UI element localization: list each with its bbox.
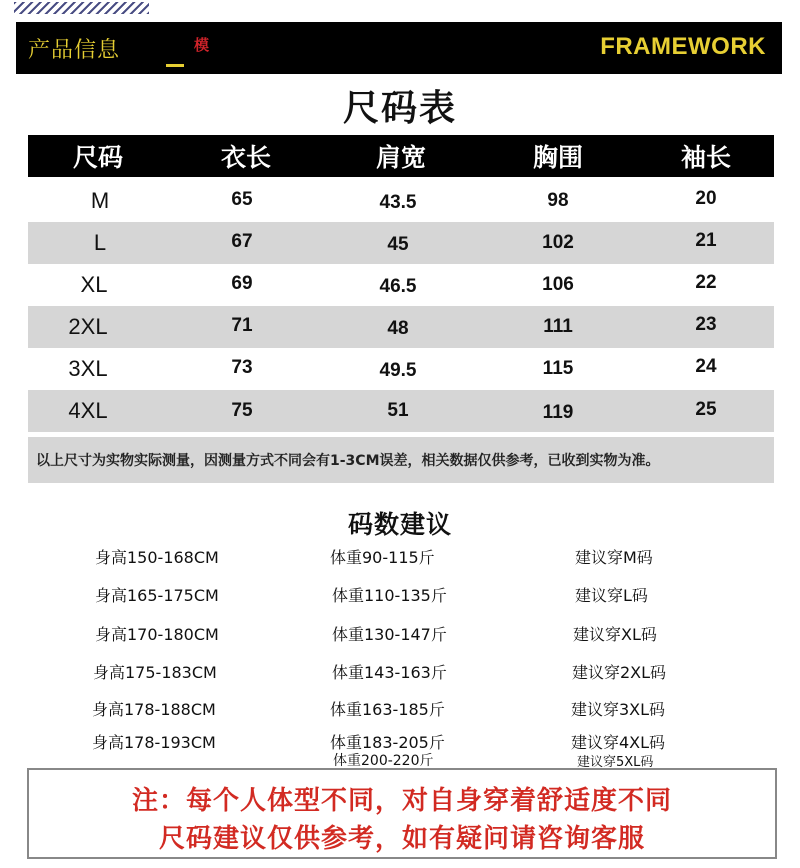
- measurement-note: [28, 437, 774, 483]
- size-table-header: [28, 135, 774, 177]
- shoulder-cell: 46.5: [379, 276, 417, 297]
- chest-cell: 111: [543, 316, 573, 337]
- measurement-note-text: 以上尺寸为实物实际测量，因测量方式不同会有1-3CM误差，相关数据仅供参考，已收到实物为准。: [36, 453, 660, 469]
- header-bar: [16, 22, 782, 74]
- shoulder-cell: 48: [387, 318, 409, 339]
- size-advice: 建议穿M码: [575, 548, 653, 567]
- decorative-hatch: [14, 2, 149, 14]
- table-row: [28, 390, 774, 432]
- length-cell: 67: [231, 231, 253, 252]
- sleeve-cell: 23: [695, 314, 717, 335]
- size-chart-title: 尺码表: [342, 88, 457, 129]
- size-advice: 建议穿2XL码: [572, 663, 667, 682]
- size-advice: 建议穿XL码: [573, 625, 657, 644]
- weight-range: 体重130-147斤: [332, 625, 447, 644]
- chest-cell: 102: [542, 232, 574, 253]
- table-row: [28, 264, 774, 306]
- suggestion-title: 码数建议: [347, 510, 452, 539]
- shoulder-cell: 45: [387, 234, 409, 255]
- sleeve-cell: 22: [695, 272, 717, 293]
- shoulder-cell: 43.5: [379, 192, 417, 213]
- size-advice: 建议穿L码: [575, 586, 648, 605]
- weight-range-extra: 体重200-220斤: [333, 753, 434, 769]
- brand-logo: FRAMEWORK: [600, 33, 766, 60]
- weight-range: 体重90-115斤: [330, 548, 435, 567]
- shoulder-cell: 49.5: [379, 360, 417, 381]
- weight-range: 体重110-135斤: [332, 586, 447, 605]
- weight-range: 体重163-185斤: [330, 700, 445, 719]
- chest-cell: 119: [542, 402, 574, 423]
- size-cell: 2XL: [68, 314, 108, 339]
- chest-cell: 98: [547, 190, 569, 211]
- shoulder-cell: 51: [387, 400, 409, 421]
- length-cell: 65: [231, 189, 253, 210]
- sleeve-cell: 20: [695, 188, 717, 209]
- table-row: [28, 180, 774, 222]
- length-cell: 71: [231, 315, 253, 336]
- height-range: 身高178-193CM: [92, 733, 216, 752]
- sleeve-cell: 21: [695, 230, 717, 251]
- height-range: 身高175-183CM: [93, 663, 217, 682]
- chest-cell: 106: [542, 274, 574, 295]
- column-header: 肩宽: [375, 143, 427, 172]
- size-advice: 建议穿4XL码: [571, 733, 666, 752]
- header-dash: [166, 64, 184, 67]
- sleeve-cell: 24: [695, 356, 717, 377]
- column-header: 袖长: [680, 143, 732, 172]
- height-range: 身高170-180CM: [95, 625, 219, 644]
- table-row: [28, 306, 774, 348]
- header-title: 产品信息: [28, 38, 121, 63]
- warning-box: [27, 768, 777, 859]
- height-range: 身高178-188CM: [92, 700, 216, 719]
- size-cell: XL: [80, 272, 108, 297]
- table-row: [28, 222, 774, 264]
- size-cell: M: [90, 188, 110, 213]
- header-red-mark: 模: [194, 36, 210, 54]
- length-cell: 73: [231, 357, 253, 378]
- length-cell: 69: [231, 273, 253, 294]
- sleeve-cell: 25: [695, 399, 717, 420]
- warning-line-2: 尺码建议仅供参考，如有疑问请咨询客服: [158, 824, 645, 854]
- table-row: [28, 348, 774, 390]
- size-cell: L: [93, 230, 107, 255]
- height-range: 身高165-175CM: [95, 586, 219, 605]
- weight-range: 体重143-163斤: [332, 663, 447, 682]
- weight-range: 体重183-205斤: [330, 733, 445, 752]
- height-range: 身高150-168CM: [95, 548, 219, 567]
- column-header: 尺码: [72, 143, 124, 172]
- size-cell: 4XL: [68, 398, 108, 423]
- size-cell: 3XL: [68, 356, 108, 381]
- column-header: 胸围: [532, 143, 584, 172]
- column-header: 衣长: [220, 143, 272, 172]
- chest-cell: 115: [542, 358, 574, 379]
- size-advice-extra: 建议穿5XL码: [577, 755, 654, 770]
- warning-line-1: 注：每个人体型不同，对自身穿着舒适度不同: [131, 786, 672, 816]
- length-cell: 75: [231, 400, 253, 421]
- size-advice: 建议穿3XL码: [571, 700, 666, 719]
